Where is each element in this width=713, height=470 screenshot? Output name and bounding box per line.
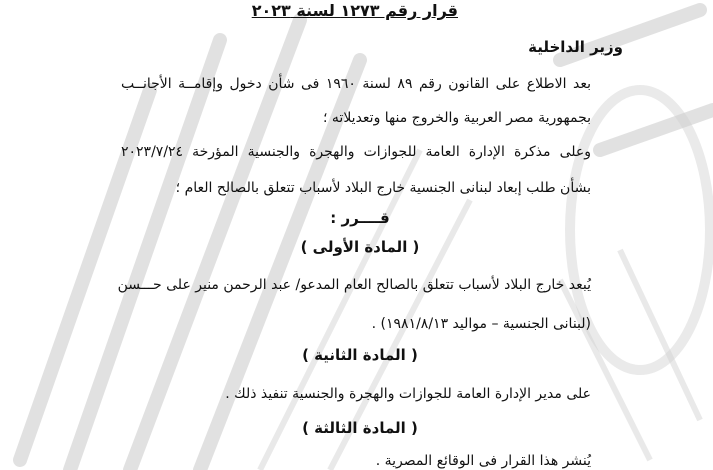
article-3-line-1: يُنشر هذا القرار فى الوقائع المصرية .: [375, 453, 591, 469]
article-2-heading: ( المادة الثانية ): [302, 346, 418, 364]
issuer-heading: وزير الداخلية: [528, 38, 623, 56]
article-3-heading: ( المادة الثالثة ): [302, 419, 418, 437]
decided-label: قــــرر :: [330, 209, 390, 227]
preamble-line-3: وعلى مذكرة الإدارة العامة للجوازات والهجرة والجنسية المؤرخة ٢٠٢٣/٧/٢٤: [121, 144, 591, 160]
preamble-line-1: بعد الاطلاع على القانون رقم ٨٩ لسنة ١٩٦٠ فى شأن دخول وإقامــة الأجانــب: [121, 76, 591, 92]
decree-title: قرار رقم ١٢٧٣ لسنة ٢٠٢٣: [251, 1, 458, 20]
preamble-line-4: بشأن طلب إبعاد لبنانى الجنسية خارج البلاد لأسباب تتعلق بالصالح العام ؛: [175, 180, 591, 196]
article-2-line-1: على مدير الإدارة العامة للجوازات والهجرة والجنسية تنفيذ ذلك .: [225, 386, 591, 402]
article-1-line-1: يُبعد خارج البلاد لأسباب تتعلق بالصالح العام المدعو/ عبد الرحمن منير على حـــسن: [117, 277, 591, 293]
preamble-line-2: بجمهورية مصر العربية والخروج منها وتعديلاته ؛: [323, 110, 591, 126]
article-1-heading: ( المادة الأولى ): [300, 238, 420, 256]
article-1-line-2: (لبنانى الجنسية – مواليد ١٩٨١/٨/١٣) .: [371, 316, 591, 332]
